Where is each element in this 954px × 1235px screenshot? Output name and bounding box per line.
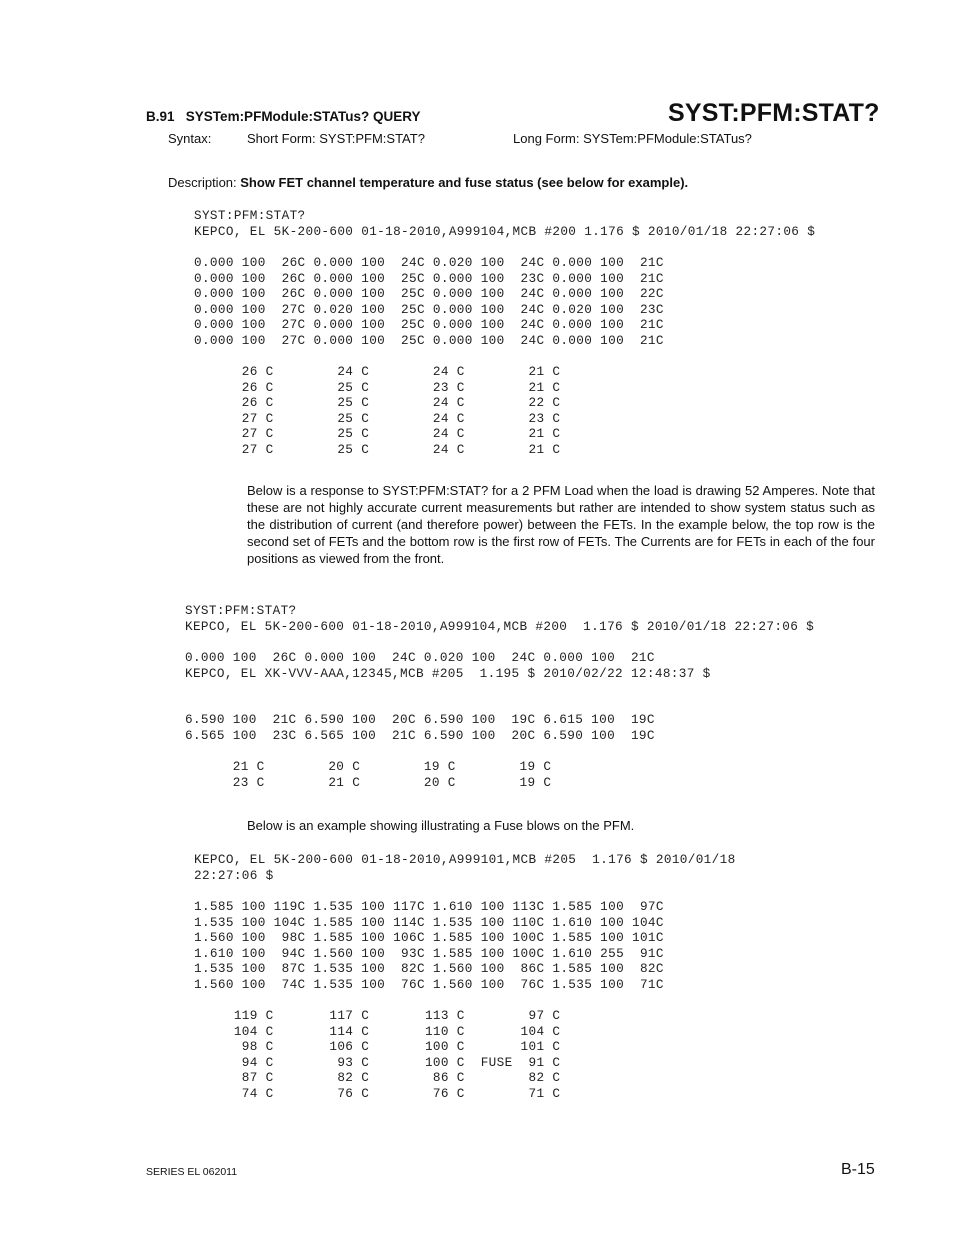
example2-readings-b: 6.590 100 21C 6.590 100 20C 6.590 100 19C 6.615 100 19C 6.565 100 23C 6.565 100 21C 6.590 100 20C 6.590 100 19C	[185, 712, 655, 743]
section-title: SYSTem:PFModule:STATus? QUERY	[185, 109, 421, 124]
fuse-example-intro: Below is an example showing illustrating a Fuse blows on the PFM.	[247, 818, 635, 833]
footer-series: SERIES EL 062011	[146, 1166, 238, 1178]
example2-readings-a: 0.000 100 26C 0.000 100 24C 0.020 100 24C 0.000 100 21C KEPCO, EL XK-VVV-AAA,12345,MCB #205 1.195 $ 2010/02/22 12:48:37 $	[185, 650, 711, 681]
example1-temperatures: 26 C 24 C 24 C 21 C 26 C 25 C 23 C 21 C 26 C 25 C 24 C 22 C 27 C 25 C 24 C 23 C 27 C 25 C 24 C 21 C 27 C 25 C 24 C 21 C	[241, 364, 561, 457]
example1-header: SYST:PFM:STAT? KEPCO, EL 5K-200-600 01-18-2010,A999104,MCB #200 1.176 $ 2010/01/18 22:27:06 $	[194, 208, 816, 239]
description-label: Description:	[168, 175, 237, 190]
section-heading	[146, 109, 421, 124]
syntax-short-form: Short Form: SYST:PFM:STAT?	[247, 131, 425, 146]
syntax-long-form: Long Form: SYSTem:PFModule:STATus?	[513, 131, 752, 146]
command-short-title: SYST:PFM:STAT?	[668, 99, 880, 127]
example2-temperatures: 21 C 20 C 19 C 19 C 23 C 21 C 20 C 19 C	[232, 759, 552, 790]
description	[168, 175, 688, 190]
example3-readings: 1.585 100 119C 1.535 100 117C 1.610 100 113C 1.585 100 97C 1.535 100 104C 1.585 100 114C 1.535 100 110C 1.610 100 104C 1.560 100 98C 1.585 100 106C 1.585 100 100C 1.585 100 101C 1.610 100 94C 1.560 100 93C 1.585 100 100C 1.610 255 91C 1.535 100 87C 1.535 100 82C 1.560 100 86C 1.585 100 82C 1.560 100 74C 1.535 100 76C 1.560 100 76C 1.535 100 71C	[194, 899, 664, 992]
page-number: B-15	[841, 1161, 875, 1178]
description-text: Show FET channel temperature and fuse status (see below for example).	[240, 175, 689, 190]
section-number: B.91	[146, 109, 175, 124]
example3-header: KEPCO, EL 5K-200-600 01-18-2010,A999101,MCB #205 1.176 $ 2010/01/18 22:27:06 $	[194, 852, 736, 883]
syntax-label: Syntax:	[168, 131, 212, 146]
example1-readings: 0.000 100 26C 0.000 100 24C 0.020 100 24C 0.000 100 21C 0.000 100 26C 0.000 100 25C 0.000 100 23C 0.000 100 21C 0.000 100 26C 0.000 100 25C 0.000 100 24C 0.000 100 22C 0.000 100 27C 0.020 100 25C 0.000 100 24C 0.020 100 23C 0.000 100 27C 0.000 100 25C 0.000 100 24C 0.000 100 21C 0.000 100 27C 0.000 100 25C 0.000 100 24C 0.000 100 21C	[194, 255, 664, 348]
example3-temperatures: 119 C 117 C 113 C 97 C 104 C 114 C 110 C 104 C 98 C 106 C 100 C 101 C 94 C 93 C 100 C FUSE 91 C 87 C 82 C 86 C 82 C 74 C 76 C 76 C 71 C	[233, 1008, 561, 1101]
explanation-paragraph: Below is a response to SYST:PFM:STAT? for a 2 PFM Load when the load is drawing 52 Amperes. Note that these are not highly accurate current measurements but rather are intended to show system status such as the distribution of current (and therefore power) between the FETs. In the example below, the top row is the second set of FETs and the bottom row is the first row of FETs. The Currents are for FETs in each of the four positions as viewed from the front.	[247, 483, 875, 566]
example2-header: SYST:PFM:STAT? KEPCO, EL 5K-200-600 01-18-2010,A999104,MCB #200 1.176 $ 2010/01/18 22:27:06 $	[185, 603, 815, 634]
